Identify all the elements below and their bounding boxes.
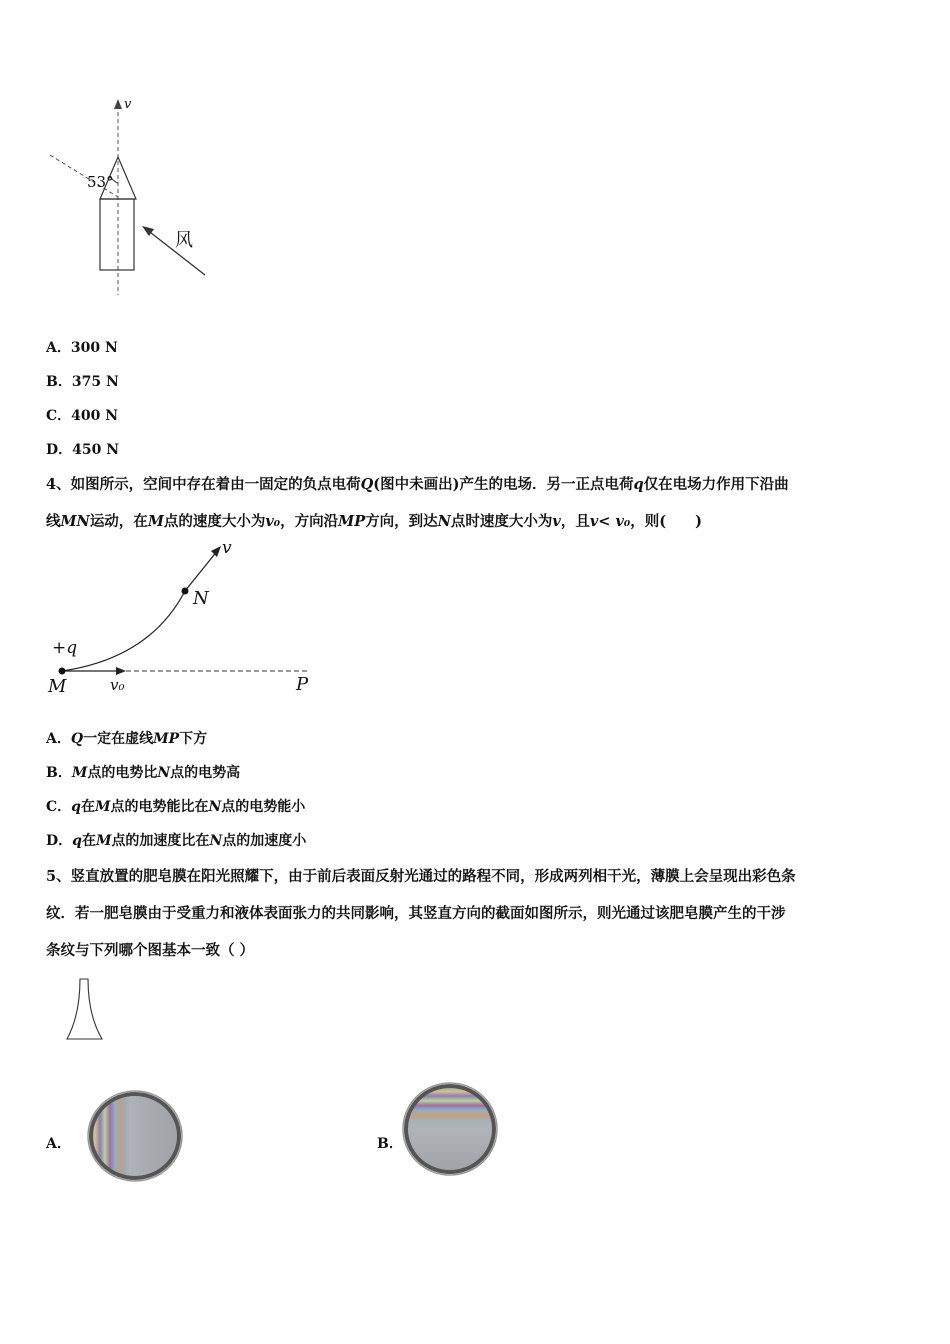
text-run: Q bbox=[70, 731, 84, 747]
text-run: N bbox=[157, 765, 171, 781]
text-run: 在 bbox=[81, 833, 96, 849]
text-run: v bbox=[589, 513, 599, 530]
text-run: C． bbox=[46, 799, 72, 815]
text-run: M bbox=[94, 799, 111, 815]
soap-film-cross-section bbox=[62, 975, 108, 1045]
text-run: 仅在电场力作用下沿曲 bbox=[643, 476, 789, 493]
text-run: 点的加速度小 bbox=[222, 833, 307, 849]
text-run: 下方 bbox=[179, 731, 208, 747]
text-run: MP bbox=[338, 513, 366, 530]
q4-option-d bbox=[46, 830, 306, 850]
q3-option-c: C．400 N bbox=[46, 408, 119, 424]
q3-option-d: D．450 N bbox=[46, 442, 120, 458]
text-run: B． bbox=[46, 765, 72, 781]
text-run: 点的速度大小为 bbox=[163, 513, 266, 530]
text-run: M bbox=[147, 513, 164, 530]
text-run: M bbox=[95, 833, 112, 849]
fig2-label-v: v bbox=[222, 538, 232, 558]
text-run: M bbox=[71, 765, 88, 781]
q5-stem-line1: 5、竖直放置的肥皂膜在阳光照耀下，由于前后表面反射光通过的路程不同，形成两列相干光，薄膜上会呈现出彩色条 bbox=[46, 868, 796, 885]
axis-v-label: v bbox=[124, 97, 132, 112]
fig2-label-v0: v₀ bbox=[110, 676, 125, 694]
q4-option-c bbox=[46, 796, 305, 816]
fig2-label-m: M bbox=[48, 676, 67, 697]
text-run: q bbox=[71, 799, 81, 815]
text-run: 4、如图所示，空间中存在着由一固定的负点电荷 bbox=[46, 476, 361, 493]
text-run: ，方向沿 bbox=[280, 513, 339, 530]
q4-option-b bbox=[46, 762, 240, 782]
fig2-label-n: N bbox=[193, 588, 209, 609]
rocket-wind-figure bbox=[40, 95, 220, 300]
text-run: v bbox=[552, 513, 561, 530]
text-run: q bbox=[633, 476, 644, 493]
text-run: q bbox=[72, 833, 82, 849]
angle-label: 53° bbox=[87, 173, 114, 191]
text-run: < bbox=[598, 513, 616, 530]
text-run: 在 bbox=[80, 799, 95, 815]
text-run: 线 bbox=[46, 513, 61, 530]
text-run: v₀ bbox=[615, 513, 631, 530]
text-run: A． bbox=[46, 731, 71, 747]
q5-stem-line3: 条纹与下列哪个图基本一致（ ） bbox=[46, 942, 255, 959]
text-run: 点的电势能比在 bbox=[110, 799, 209, 815]
text-run: 运动，在 bbox=[89, 513, 148, 530]
q4-stem-line2 bbox=[46, 510, 702, 531]
text-run: 点的电势能小 bbox=[221, 799, 306, 815]
text-run: ，且 bbox=[560, 513, 590, 530]
q3-option-b: B．375 N bbox=[46, 374, 119, 390]
text-run: 点的电势高 bbox=[170, 765, 241, 781]
text-run: 一定在虚线 bbox=[83, 731, 154, 747]
q5-option-b-label: B． bbox=[377, 1136, 403, 1152]
q3-option-a: A．300 N bbox=[46, 340, 118, 356]
text-run: Q bbox=[360, 476, 374, 493]
fringe-pattern-a-vertical bbox=[85, 1090, 185, 1182]
text-run: v₀ bbox=[265, 513, 281, 530]
text-run: 点的电势比 bbox=[87, 765, 158, 781]
fringe-pattern-b-horizontal bbox=[400, 1082, 500, 1176]
text-run: 方向，到达 bbox=[365, 513, 438, 530]
fig2-label-q: +q bbox=[52, 638, 78, 658]
q4-option-a bbox=[46, 728, 207, 748]
q5-stem-line2: 纹．若一肥皂膜由于受重力和液体表面张力的共同影响，其竖直方向的截面如图所示，则光通过该肥皂膜产生的干涉 bbox=[46, 905, 786, 922]
text-run: MN bbox=[60, 513, 90, 530]
text-run: ，则( ) bbox=[630, 513, 702, 530]
text-run: N bbox=[209, 833, 223, 849]
text-run: 点时速度大小为 bbox=[450, 513, 553, 530]
text-run: N bbox=[208, 799, 222, 815]
charge-trajectory-figure bbox=[40, 538, 330, 703]
wind-label: 风 bbox=[175, 230, 193, 251]
text-run: (图中未画出)产生的电场．另一正点电荷 bbox=[373, 476, 634, 493]
q5-option-a-label: A． bbox=[46, 1136, 71, 1152]
text-run: N bbox=[437, 513, 451, 530]
q4-stem-line1 bbox=[46, 473, 789, 494]
fig2-label-p: P bbox=[296, 674, 309, 695]
text-run: MP bbox=[153, 731, 180, 747]
text-run: 点的加速度比在 bbox=[111, 833, 210, 849]
text-run: D． bbox=[46, 833, 73, 849]
